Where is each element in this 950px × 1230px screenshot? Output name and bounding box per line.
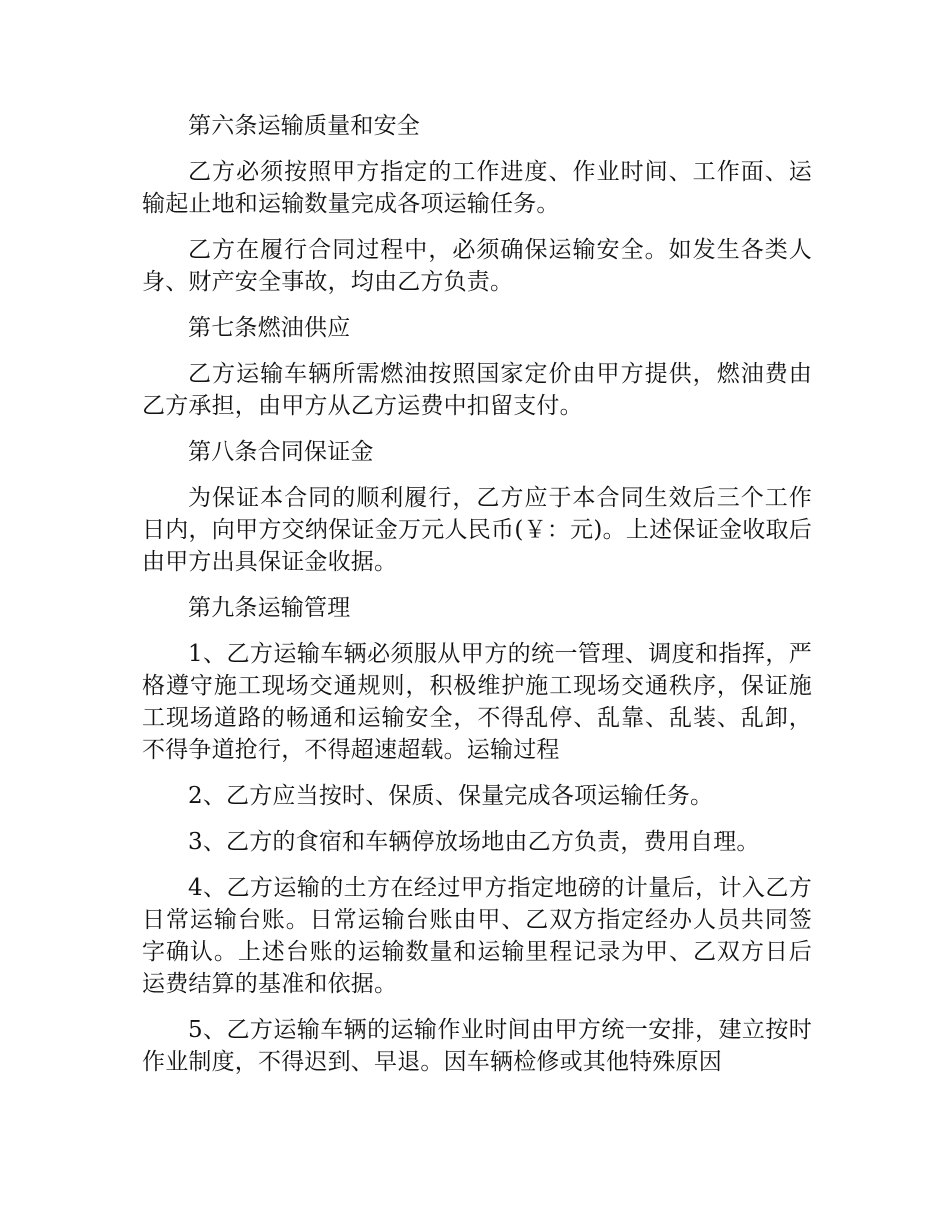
- article-7-paragraph: 乙方运输车辆所需燃油按照国家定价由甲方提供，燃油费由乙方承担，由甲方从乙方运费中扣留支付。: [142, 361, 812, 419]
- article-8-paragraph: 为保证本合同的顺利履行，乙方应于本合同生效后三个工作日内，向甲方交纳保证金万元人民币(￥：元)。上述保证金收取后由甲方出具保证金收据。: [142, 485, 812, 575]
- article-9-item-5: 5、乙方运输车辆的运输作业时间由甲方统一安排，建立按时作业制度，不得迟到、早退。因车辆检修或其他特殊原因: [142, 1017, 812, 1075]
- article-9-item-1: 1、乙方运输车辆必须服从甲方的统一管理、调度和指挥，严格遵守施工现场交通规则，积极维护施工现场交通秩序，保证施工现场道路的畅通和运输安全，不得乱停、乱靠、乱装、乱卸，不得争道抢行，不得超速超载。运输过程: [142, 641, 812, 763]
- article-6-paragraph-1: 乙方必须按照甲方指定的工作进度、作业时间、工作面、运输起止地和运输数量完成各项运输任务。: [142, 159, 812, 217]
- article-9-heading: 第九条运输管理: [188, 595, 351, 621]
- article-9-item-4: 4、乙方运输的土方在经过甲方指定地磅的计量后，计入乙方日常运输台账。日常运输台账由甲、乙双方指定经办人员共同签字确认。上述台账的运输数量和运输里程记录为甲、乙双方日后运费结算的基准和依据。: [142, 875, 812, 997]
- article-6-paragraph-2: 乙方在履行合同过程中，必须确保运输安全。如发生各类人身、财产安全事故，均由乙方负责。: [142, 237, 812, 295]
- document-body: [142, 110, 812, 1092]
- article-7-heading: 第七条燃油供应: [188, 315, 351, 341]
- article-9-item-2: 2、乙方应当按时、保质、保量完成各项运输任务。: [188, 783, 714, 809]
- article-8-heading: 第八条合同保证金: [188, 439, 374, 465]
- article-9-item-3: 3、乙方的食宿和车辆停放场地由乙方负责，费用自理。: [188, 829, 760, 855]
- article-6-heading: 第六条运输质量和安全: [188, 113, 420, 139]
